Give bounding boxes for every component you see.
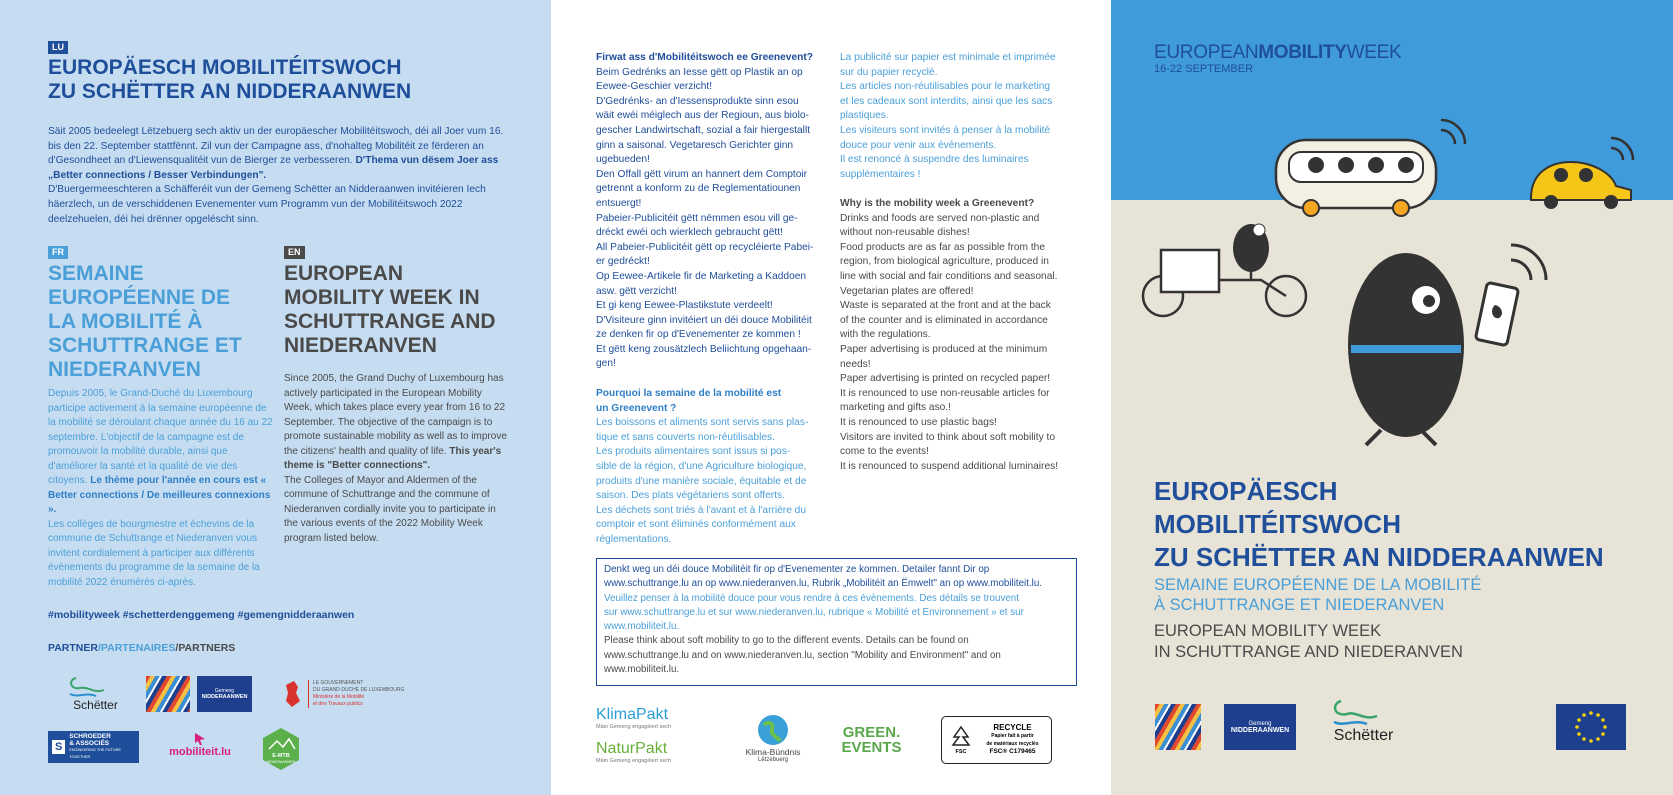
hashtags: #mobilityweek #schetterdenggemeng #gemengnidderaanwen bbox=[48, 609, 355, 621]
cover-en-title: EUROPEAN MOBILITY WEEK IN SCHUTTRANGE AND NIEDERANVEN bbox=[1154, 622, 1463, 661]
info-box: Denkt weg un déi douce Mobilitéit fir op d'Evenementer ze kommen. Detailer fannt Dir op www.schuttrange.lu an op www.niederanven.lu, Rubrik „Mobilitéit an Ëmwelt" an op www.mobiliteit.lu. Veuillez penser à la mobilité douce pour vous rendre à ces évènements. Des détails se trouvent sur www.schuttrange.lu et sur www.niederanven.lu, rubrique « Mobilité et Environnement » et sur www.mobiliteit.lu. Please think about soft mobility to go to the different events. Details can be found on www.schuttrange.lu and on www.niederanven.lu, section "Mobility and Environment" and on www.mobiliteit.lu. bbox=[596, 558, 1077, 686]
eu-flag-icon bbox=[1556, 704, 1626, 750]
fsc-tree-icon bbox=[950, 725, 972, 749]
fr-heading: SEMAINE EUROPÉENNE DE LA MOBILITÉ À SCHUTTRANGE ET NIEDERANVEN bbox=[48, 262, 242, 381]
schetter-swirl-icon bbox=[66, 676, 106, 698]
lu-heading: EUROPÄESCH MOBILITÉITSWOCH ZU SCHËTTER AN NIDDERAANWEN bbox=[48, 56, 412, 103]
government-logo: LE GOUVERNEMENT DU GRAND-DUCHÉ DE LUXEMBOURG Ministère de la Mobilité et des Travaux publics bbox=[280, 676, 420, 712]
globe-icon bbox=[756, 713, 790, 747]
partners-heading: PARTNER/PARTENAIRES/PARTNERS bbox=[48, 642, 236, 654]
cover-lu-title: EUROPÄESCH MOBILITÉITSWOCH ZU SCHËTTER AN NIDDERAANWEN bbox=[1154, 476, 1604, 572]
en-intro: Since 2005, the Grand Duchy of Luxembourg has actively participated in the European Mobility Week, which takes place every year from 16 to 22 September. The objective of the campaign is to promote sustainable mobility as well as to improve the citizens' health and quality of life. This year's theme is "Better connections". The Colleges of Mayor and Aldermen of the commune of Schuttrange and the commune of Niederanven cordially invite you to participate in the various events of the 2022 Mobility Week program listed below. bbox=[284, 373, 507, 544]
lu-greenevent-text: Firwat ass d'Mobilitéitswoch ee Greenevent? Beim Gedrénks an Iesse gëtt op Plastik an op Eewee-Geschier verzicht! D'Gedrénks- an d'Iessensprodukte sinn esou wäit ewéi méiglech aus der Regioun, aus biolo- gescher Landwirtschaft, sozial a fair hiergestallt ginn a saisonal. Vegetaresch Gerichter ginn ugebueden! Den Offall gëtt virum an hannert dem Comptoir getrennt a konform zu de Reglementatiounen entsuergt! Pabeier-Publicitéit gëtt nëmmen esou vill ge- dréckt ewéi och wierklech gebraucht gëtt! All Pabeier-Publicitéit gëtt op recycléierte Pabei- er gedréckt! Op Eewee-Artikele fir de Marketing a Kaddoen asw. gëtt verzicht! Et gi keng Eewee-Plastikstute verdeelt! D'Visiteure ginn invitéiert un déi douce Mobilitéit ze denken fir op d'Evenementer ze kommen ! Et gëtt keng zousätzlech Beliichtung opgehaan- gen! bbox=[596, 52, 814, 370]
en-tag: EN bbox=[284, 246, 305, 259]
cover-schetter-logo: Schëtter bbox=[1306, 694, 1401, 750]
emw-logo: EUROPEANMOBILITYWEEK bbox=[1154, 42, 1402, 63]
cargo-bike-icon bbox=[1143, 224, 1306, 316]
bus-icon bbox=[1276, 120, 1465, 216]
right-panel bbox=[1111, 0, 1673, 795]
character-with-phone-icon bbox=[1348, 245, 1546, 445]
cover-fr-title: SEMAINE EUROPÉENNE DE LA MOBILITÉ À SCHUTTRANGE ET NIEDERANVEN bbox=[1154, 576, 1482, 614]
mobiliteit-logo: mobiliteit.lu bbox=[165, 728, 235, 762]
nidderaanwen-stripes-icon bbox=[146, 676, 190, 712]
fsc-recycle-logo: FSC RECYCLE Papier fait à partir de matériaux recyclés FSC® C179465 bbox=[941, 716, 1052, 764]
electric-car-icon bbox=[1531, 138, 1633, 209]
emtb-logo: E-MTB NIDDERAANWEN bbox=[261, 727, 301, 771]
klimapakt-logo: KlimaPakt Mäin Gemeng engagéiert sech bbox=[596, 706, 672, 730]
naturpakt-logo: NaturPakt Mäin Gemeng engagéiert sech bbox=[596, 740, 672, 764]
nidderaanwen-logo: Gemeng NIDDERAANWEN bbox=[197, 676, 252, 712]
fr-intro: Depuis 2005, le Grand-Duché du Luxembourg participe activement à la semaine européenne de la mobilité se déroulant chaque année du 16 au 22 septembre. L'objectif de la campagne est de promouvoir la mobilité durable, ainsi que d'améliorer la santé et la qualité de vie des citoyens. Le thème pour l'année en cours est « Better connections / De meilleures connexions ». Les collèges de bourgmestre et échevins de la commune de Schuttrange et Niederanven vous invitent cordialement à participer aux différents évènements du programme de la semaine de la mobilité 2022 énumérés ci-après. bbox=[48, 388, 273, 588]
schetter-logo: Schëtter bbox=[48, 673, 123, 715]
klima-bundnis-logo: Klima-Bündnis Lëtzebuerg bbox=[737, 708, 809, 768]
fr-greenevent-text-2: La publicité sur papier est minimale et imprimée sur du papier recyclé. Les articles non-réutilisables pour le marketing et les cadeaux sont interdits, ainsi que les sacs plastiques. Les visiteurs sont invités à penser à la mobilité douce pour venir aux évènements. Il est renoncé à suspendre des luminaires supplémentaires ! bbox=[840, 52, 1056, 180]
green-events-logo: GREEN. EVENTS bbox=[841, 724, 902, 756]
emw-dates: 16-22 SEPTEMBER bbox=[1154, 63, 1254, 75]
fr-tag: FR bbox=[48, 246, 68, 259]
cover-stripes-icon bbox=[1155, 704, 1201, 750]
left-panel bbox=[0, 0, 551, 795]
middle-panel bbox=[551, 0, 1111, 795]
fr-greenevent-text: Pourquoi la semaine de la mobilité est un Greenevent ? Les boissons et aliments sont servis sans plas- tique et sans couverts non-réutilisables. Les produits alimentaires sont issus si pos- sible de la région, d'une Agriculture biologique, produits d'une manière sociale, équitable et de saison. Des plats végétariens sont offerts. Les déchets sont triés à l'avant et à l'arrière du comptoir et sont éliminés conformément aux réglementations. bbox=[596, 388, 809, 545]
schroeder-logo: S SCHROEDER & ASSOCIÉS ENGINEERING THE FUTURE TOGETHER bbox=[48, 731, 139, 763]
cursor-icon bbox=[194, 732, 206, 746]
lu-intro: Säit 2005 bedeelegt Lëtzebuerg sech aktiv un der europäescher Mobilitéitswoch, déi all Joer vum 16. bis den 22. September stattfënnt. Zil vun der Campagne ass, d'nohalteg Mobilitéit ze fërderen an d'Gesondheet an d'Liewensqualitéit vun de Bierger ze verbesseren. D'Thema vun dësem Joer ass „Better connections / Besser Verbindungen". D'Buergermeeschteren a Schäfferéit vun der Gemeng Schëtter an Nidderaanwen invitéieren Iech häerzlech, un de verschiddenen Evenementer vum Programm vun der Mobilitéitswoch 2022 deelzehuelen, déi hei drënner opgeléscht sinn. bbox=[48, 126, 504, 225]
en-greenevent-text: Why is the mobility week a Greenevent? Drinks and foods are served non-plastic and without non-reusable dishes! Food products are as far as possible from the region, from biological agriculture, produced in line with social and fair conditions and seasonal. Vegetarian plates are offered! Waste is separated at the front and at the back of the counter and is eliminated in accordance with the regulations. Paper advertising is produced at the minimum needs! Paper advertising is printed on recycled paper! It is renounced to use non-reusable articles for marketing and gifts aso.! It is renounced to use plastic bags! Visitors are invited to think about soft mobility to come to the events! It is renounced to suspend additional luminaires! bbox=[840, 198, 1059, 472]
lu-tag: LU bbox=[48, 41, 68, 54]
en-heading: EUROPEAN MOBILITY WEEK IN SCHUTTRANGE AND NIEDERANVEN bbox=[284, 262, 496, 357]
cover-nidderaanwen-logo: Gemeng NIDDERAANWEN bbox=[1224, 704, 1296, 750]
mobility-illustration bbox=[1111, 100, 1673, 450]
lion-crest-icon bbox=[280, 679, 304, 709]
schroeder-s-icon: S bbox=[52, 740, 65, 754]
cover-schetter-swirl-icon bbox=[1329, 699, 1379, 727]
